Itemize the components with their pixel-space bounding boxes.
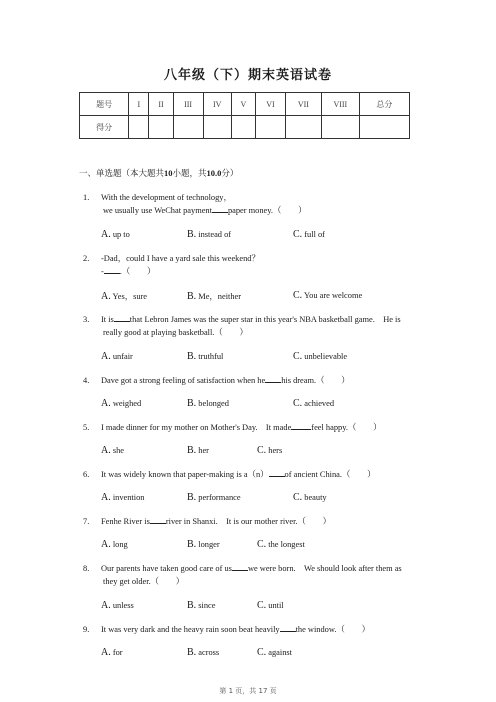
score-table-score-row bbox=[80, 116, 410, 139]
score-cell: 总分 bbox=[359, 93, 409, 116]
answer-blank[interactable] bbox=[291, 421, 311, 430]
score-cell: V bbox=[231, 93, 255, 116]
answer-blank[interactable] bbox=[265, 374, 281, 383]
option-b[interactable]: B. longer bbox=[187, 539, 220, 550]
option-a[interactable]: A. for bbox=[101, 647, 123, 658]
score-input-cell[interactable] bbox=[359, 116, 409, 139]
question-8: 8. Our parents have taken good care of us we were born. We should look after them as they get older.（ ） bbox=[83, 564, 402, 586]
answer-blank[interactable] bbox=[212, 204, 228, 213]
option-b[interactable]: B. instead of bbox=[187, 229, 232, 240]
question-number: 6. bbox=[83, 470, 90, 479]
score-table-header-row bbox=[80, 93, 410, 116]
option-b[interactable]: B. performance bbox=[187, 492, 241, 503]
option-c[interactable]: C. hers bbox=[257, 445, 283, 456]
question-6: 6. It was widely known that paper-making is a（n） of ancient China.（ ） bbox=[83, 470, 376, 479]
score-cell: VIII bbox=[321, 93, 359, 116]
question-number: 3. bbox=[83, 315, 90, 324]
score-input-cell[interactable] bbox=[321, 116, 359, 139]
option-c[interactable]: C. full of bbox=[293, 229, 325, 240]
question-2: 2. -Dad，could I have a yard sale this weekend？ - .（ ） bbox=[83, 254, 260, 276]
answer-blank[interactable] bbox=[114, 313, 130, 322]
page-footer: 第 1 页，共 17 页 bbox=[219, 687, 277, 695]
option-c[interactable]: C. the longest bbox=[257, 539, 305, 550]
answer-blank[interactable] bbox=[269, 468, 285, 477]
option-a[interactable]: A. unfair bbox=[101, 351, 133, 362]
option-c[interactable]: C. against bbox=[257, 647, 292, 658]
score-cell: I bbox=[129, 93, 149, 116]
option-a[interactable]: A. up to bbox=[101, 229, 130, 240]
score-cell: VI bbox=[255, 93, 285, 116]
score-input-cell[interactable] bbox=[285, 116, 321, 139]
score-input-cell[interactable] bbox=[149, 116, 173, 139]
section-heading: 一、单选题（本大题共10小题，共10.0分） bbox=[79, 168, 239, 179]
question-number: 2. bbox=[83, 254, 90, 263]
question-7: 7. Fenhe River is river in Shanxi. It is our mother river.（ ） bbox=[83, 517, 332, 526]
answer-blank[interactable] bbox=[150, 515, 166, 524]
score-cell: VII bbox=[285, 93, 321, 116]
question-number: 7. bbox=[83, 517, 90, 526]
answer-blank[interactable] bbox=[104, 265, 120, 274]
option-a[interactable]: A. weighed bbox=[101, 398, 142, 409]
score-cell: IV bbox=[203, 93, 231, 116]
question-9: 9. It was very dark and the heavy rain soon beat heavily the window.（ ） bbox=[83, 625, 370, 634]
score-cell: III bbox=[173, 93, 203, 116]
score-label-cell: 得分 bbox=[80, 116, 129, 139]
score-cell: 题号 bbox=[80, 93, 129, 116]
question-number: 4. bbox=[83, 376, 90, 385]
option-a[interactable]: A. unless bbox=[101, 600, 134, 611]
question-number: 8. bbox=[83, 564, 90, 573]
option-b[interactable]: B. truthful bbox=[187, 351, 224, 362]
option-b[interactable]: B. across bbox=[187, 647, 220, 658]
score-input-cell[interactable] bbox=[173, 116, 203, 139]
score-input-cell[interactable] bbox=[255, 116, 285, 139]
option-a[interactable]: A. she bbox=[101, 445, 124, 456]
score-cell: II bbox=[149, 93, 173, 116]
question-5: 5. I made dinner for my mother on Mother's Day. It made feel happy.（ ） bbox=[83, 423, 382, 432]
option-c[interactable]: C. beauty bbox=[293, 492, 327, 503]
option-c[interactable]: C. until bbox=[257, 600, 284, 611]
option-a[interactable]: A. invention bbox=[101, 492, 145, 503]
answer-blank[interactable] bbox=[232, 562, 248, 571]
option-b[interactable]: B. her bbox=[187, 445, 209, 456]
answer-blank[interactable] bbox=[280, 623, 296, 632]
option-c[interactable]: C. You are welcome bbox=[293, 290, 363, 301]
question-3: 3. It is that Lebron James was the super star in this year's NBA basketball game. He is really good at playing basketball.（ ） bbox=[83, 315, 401, 337]
question-number: 1. bbox=[83, 193, 90, 202]
question-1: 1. With the development of technology， we usually use WeChat payment paper money.（ ） bbox=[83, 193, 307, 215]
question-number: 5. bbox=[83, 423, 90, 432]
option-a[interactable]: A. Yes，sure bbox=[101, 291, 148, 302]
score-input-cell[interactable] bbox=[203, 116, 231, 139]
option-b[interactable]: B. Me，neither bbox=[187, 291, 242, 302]
option-b[interactable]: B. belonged bbox=[187, 398, 229, 409]
option-c[interactable]: C. unbelievable bbox=[293, 351, 348, 362]
score-input-cell[interactable] bbox=[129, 116, 149, 139]
option-c[interactable]: C. achieved bbox=[293, 398, 335, 409]
question-4: 4. Dave got a strong feeling of satisfaction when he his dream.（ ） bbox=[83, 376, 350, 385]
exam-title: 八年级（下）期末英语试卷 bbox=[163, 68, 332, 83]
option-a[interactable]: A. long bbox=[101, 539, 128, 550]
score-input-cell[interactable] bbox=[231, 116, 255, 139]
score-table bbox=[79, 92, 410, 139]
option-b[interactable]: B. since bbox=[187, 600, 216, 611]
question-number: 9. bbox=[83, 625, 90, 634]
